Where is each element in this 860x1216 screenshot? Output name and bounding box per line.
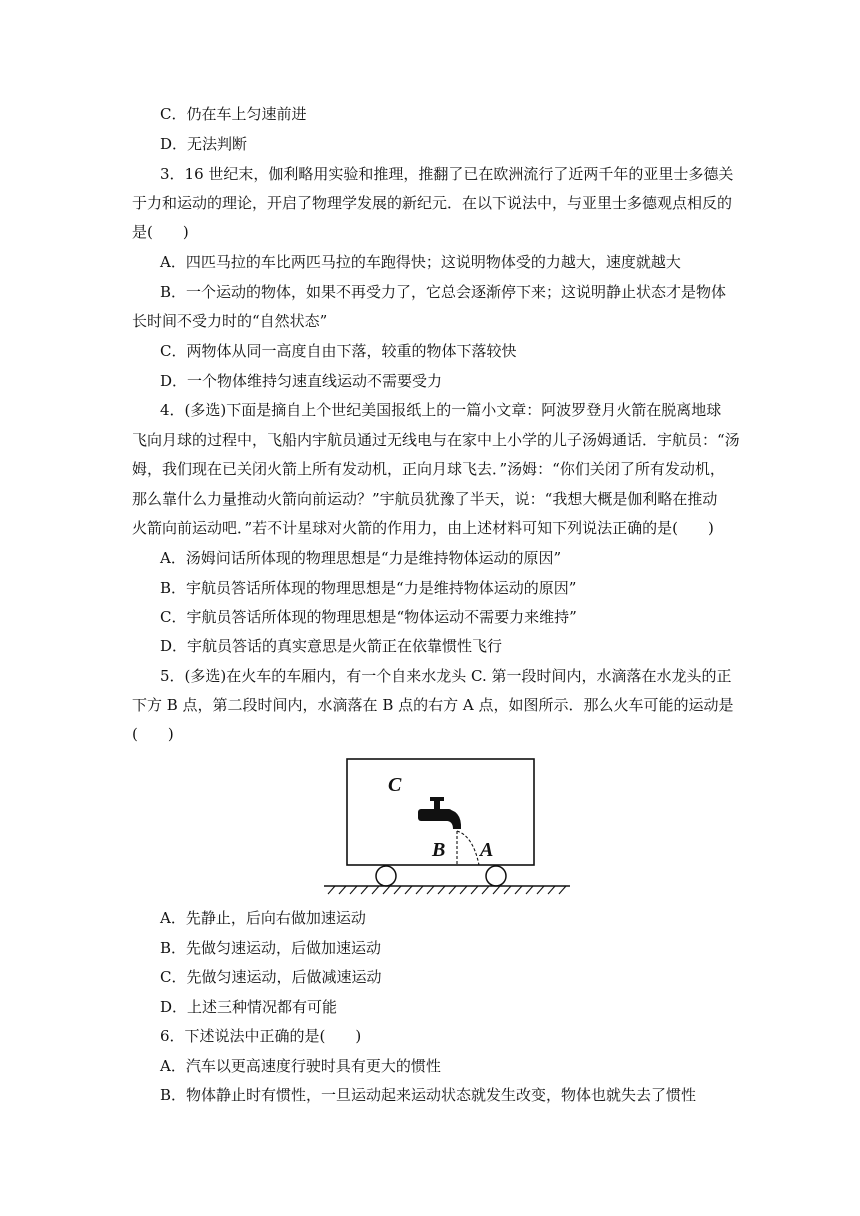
option-q3-a: A．四匹马拉的车比两匹马拉的车跑得快；这说明物体受的力越大，速度就越大 [160,253,681,271]
option-q6-b: B．物体静止时有惯性，一旦运动起来运动状态就发生改变，物体也就失去了惯性 [160,1086,697,1104]
option-q5-a: A．先静止，后向右做加速运动 [160,909,366,927]
option-q3-b-line-2: 长时间不受力时的“自然状态” [132,312,328,330]
option-q3-c: C．两物体从同一高度自由下落，较重的物体下落较快 [160,342,517,360]
wheel-right [486,866,506,886]
option-q2-d: D．无法判断 [160,135,248,153]
drop-path-a [457,831,479,865]
question-6-line-1: 6．下述说法中正确的是( ) [160,1027,362,1045]
faucet-icon [418,797,461,829]
question-4-line-5: 火箭向前运动吧．”若不计星球对火箭的作用力，由上述材料可知下列说法正确的是( ) [132,519,714,537]
label-b: B [432,839,446,861]
label-a: A [480,839,494,861]
question-4-line-1: 4．(多选)下面是摘自上个世纪美国报纸上的一篇小文章：阿波罗登月火箭在脱离地球 [160,401,722,419]
question-4-line-2: 飞向月球的过程中，飞船内宇航员通过无线电与在家中上小学的儿子汤姆通话．宇航员：“汤 [132,431,740,449]
ground-hatching [328,886,566,894]
train-faucet-figure [320,752,580,902]
question-5-line-3: ( ) [132,725,174,743]
question-3-line-1: 3．16 世纪末，伽利略用实验和推理，推翻了已在欧洲流行了近两千年的亚里士多德关 [160,165,734,183]
option-q4-c: C．宇航员答话所体现的物理思想是“物体运动不需要力来维持” [160,608,577,626]
question-4-line-3: 姆，我们现在已关闭火箭上所有发动机，正向月球飞去．”汤姆：“你们关闭了所有发动机， [132,460,725,478]
option-q3-d: D．一个物体维持匀速直线运动不需要受力 [160,372,443,390]
question-3-line-2: 于力和运动的理论，开启了物理学发展的新纪元．在以下说法中，与亚里士多德观点相反的 [132,194,733,212]
wheel-left [376,866,396,886]
question-3-line-3: 是( ) [132,223,189,241]
option-q5-c: C．先做匀速运动，后做减速运动 [160,968,382,986]
option-q6-a: A．汽车以更高速度行驶时具有更大的惯性 [160,1057,441,1075]
option-q4-a: A．汤姆问话所体现的物理思想是“力是维持物体运动的原因” [160,549,562,567]
option-q3-b-line-1: B．一个运动的物体，如果不再受力了，它总会逐渐停下来；这说明静止状态才是物体 [160,283,727,301]
option-q5-d: D．上述三种情况都有可能 [160,998,338,1016]
option-q4-b: B．宇航员答话所体现的物理思想是“力是维持物体运动的原因” [160,579,577,597]
question-5-line-1: 5．(多选)在火车的车厢内，有一个自来水龙头 C. 第一段时间内，水滴落在水龙头的正 [160,667,732,685]
option-q4-d: D．宇航员答话的真实意思是火箭正在依靠惯性飞行 [160,637,503,655]
question-4-line-4: 那么靠什么力量推动火箭向前运动？”宇航员犹豫了半天，说：“我想大概是伽利略在推动 [132,490,718,508]
option-q2-c: C．仍在车上匀速前进 [160,105,307,123]
label-c: C [388,774,402,796]
question-5-line-2: 下方 B 点，第二段时间内，水滴落在 B 点的右方 A 点，如图所示．那么火车可能的运动是 [132,696,734,714]
option-q5-b: B．先做匀速运动，后做加速运动 [160,939,382,957]
